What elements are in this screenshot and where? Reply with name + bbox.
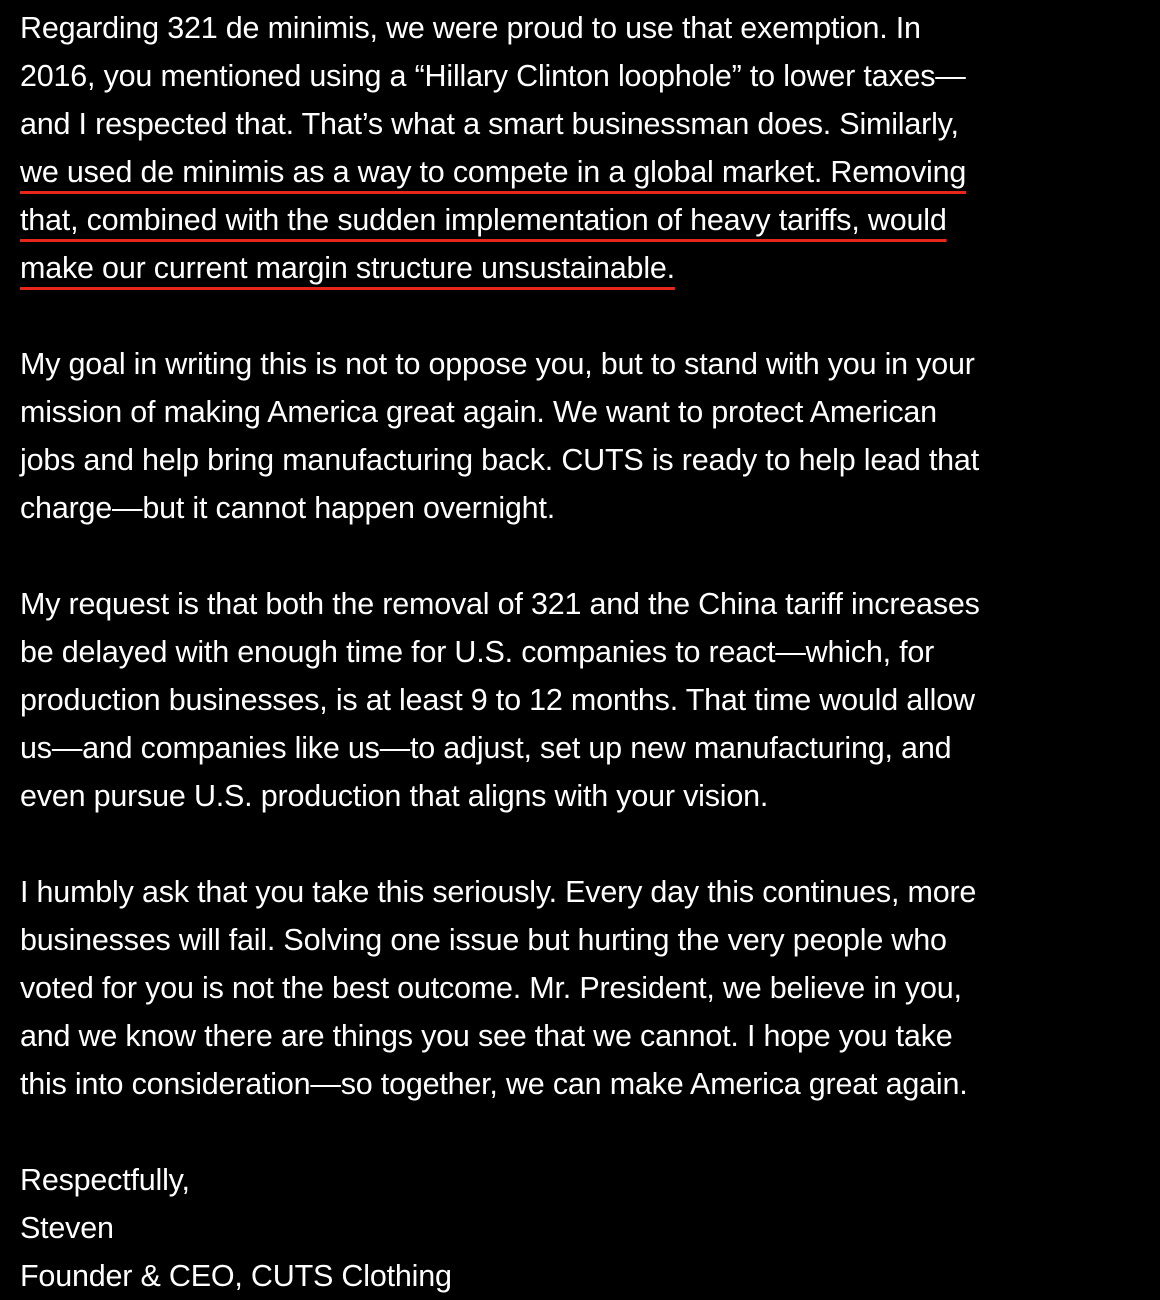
text-line: 2016, you mentioned using a “Hillary Clinton loophole” to lower taxes— bbox=[20, 59, 966, 93]
text-line: My goal in writing this is not to oppose you, but to stand with you in your bbox=[20, 347, 975, 381]
text-line: us—and companies like us—to adjust, set up new manufacturing, and bbox=[20, 731, 952, 765]
paragraph-appeal bbox=[20, 868, 1148, 1108]
text-line: and I respected that. That’s what a smart businessman does. Similarly, bbox=[20, 107, 959, 141]
letter-body bbox=[20, 4, 1148, 1300]
text-line: Regarding 321 de minimis, we were proud to use that exemption. In bbox=[20, 11, 921, 45]
text-line: and we know there are things you see that we cannot. I hope you take bbox=[20, 1019, 953, 1053]
text-line: businesses will fail. Solving one issue but hurting the very people who bbox=[20, 923, 947, 957]
signature-block bbox=[20, 1156, 1148, 1300]
text-line: My request is that both the removal of 321 and the China tariff increases bbox=[20, 587, 980, 621]
paragraph-goal bbox=[20, 340, 1148, 532]
signer-name: Steven bbox=[20, 1211, 114, 1245]
text-line: jobs and help bring manufacturing back. CUTS is ready to help lead that bbox=[20, 443, 979, 477]
text-line: mission of making America great again. We want to protect American bbox=[20, 395, 937, 429]
highlighted-line bbox=[20, 244, 1148, 292]
text-line: voted for you is not the best outcome. Mr. President, we believe in you, bbox=[20, 971, 962, 1005]
paragraph-request bbox=[20, 580, 1148, 820]
red-underline-highlight: we used de minimis as a way to compete in a global market. Removing bbox=[20, 155, 967, 189]
highlighted-line bbox=[20, 196, 1148, 244]
signer-title: Founder & CEO, CUTS Clothing bbox=[20, 1259, 452, 1293]
text-line: be delayed with enough time for U.S. companies to react—which, for bbox=[20, 635, 935, 669]
text-line: production businesses, is at least 9 to 12 months. That time would allow bbox=[20, 683, 975, 717]
text-line: even pursue U.S. production that aligns with your vision. bbox=[20, 779, 769, 813]
red-underline-highlight: make our current margin structure unsustainable. bbox=[20, 251, 675, 285]
closing: Respectfully, bbox=[20, 1163, 190, 1197]
paragraph-de-minimis bbox=[20, 4, 1148, 292]
text-line: I humbly ask that you take this seriously. Every day this continues, more bbox=[20, 875, 977, 909]
text-line: this into consideration—so together, we can make America great again. bbox=[20, 1067, 968, 1101]
text-line: charge—but it cannot happen overnight. bbox=[20, 491, 555, 525]
red-underline-highlight: that, combined with the sudden implementation of heavy tariffs, would bbox=[20, 203, 947, 237]
highlighted-line bbox=[20, 148, 1148, 196]
